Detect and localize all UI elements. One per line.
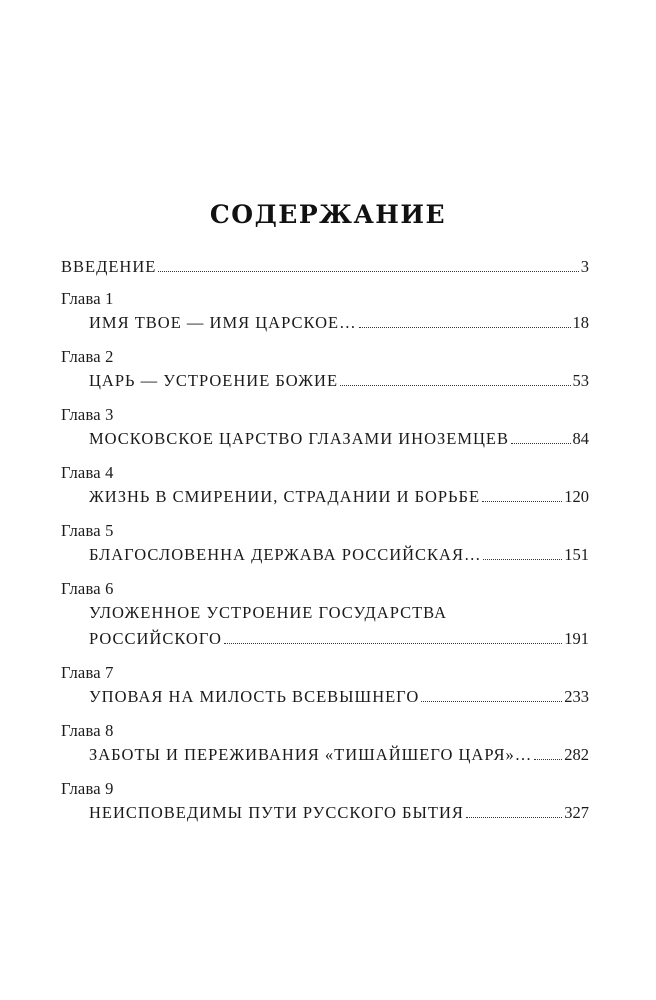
toc-line: [61, 742, 589, 768]
toc-entry-title: ИМЯ ТВОЕ — ИМЯ ЦАРСКОЕ…: [89, 313, 357, 332]
chapter-label: Глава 2: [61, 347, 114, 366]
toc-page-number: 191: [564, 629, 589, 648]
toc-entry-title: НЕИСПОВЕДИМЫ ПУТИ РУССКОГО БЫТИЯ: [89, 803, 464, 822]
toc-line: [61, 542, 589, 568]
toc-line: [61, 256, 589, 278]
toc-entry-chapter-1[interactable]: [61, 287, 589, 336]
page-title: СОДЕРЖАНИЕ: [209, 200, 447, 229]
toc-line: [61, 426, 589, 452]
chapter-label: Глава 9: [61, 779, 114, 798]
dot-leader: [534, 759, 562, 760]
toc-page-number: 53: [572, 371, 589, 390]
toc-entry-title-line-1: УЛОЖЕННОЕ УСТРОЕНИЕ ГОСУДАРСТВА: [89, 603, 448, 622]
chapter-label: Глава 3: [61, 405, 114, 424]
chapter-label: Глава 7: [61, 663, 114, 682]
toc-entry-chapter-9[interactable]: [61, 777, 589, 826]
toc-page-number: 282: [564, 745, 589, 764]
toc-line: [61, 368, 589, 394]
toc-entry-title: МОСКОВСКОЕ ЦАРСТВО ГЛАЗАМИ ИНОЗЕМЦЕВ: [89, 429, 510, 448]
toc-entry-title: УПОВАЯ НА МИЛОСТЬ ВСЕВЫШНЕГО: [89, 687, 420, 706]
toc-entry-chapter-5[interactable]: [61, 519, 589, 568]
toc-entry-chapter-2[interactable]: [61, 345, 589, 394]
toc-line: [61, 484, 589, 510]
toc-line: [61, 684, 589, 710]
chapter-label: Глава 4: [61, 463, 114, 482]
dot-leader: [421, 701, 562, 702]
dot-leader: [359, 327, 571, 328]
dot-leader: [340, 385, 570, 386]
toc-entry-chapter-3[interactable]: [61, 403, 589, 452]
toc-entry-title-line-2: РОССИЙСКОГО: [89, 629, 222, 648]
toc-entry-title: БЛАГОСЛОВЕННА ДЕРЖАВА РОССИЙСКАЯ…: [89, 545, 482, 564]
dot-leader: [224, 643, 562, 644]
chapter-label: Глава 6: [61, 579, 114, 598]
chapter-label: Глава 1: [61, 289, 114, 308]
toc-page-number: 233: [564, 687, 589, 706]
chapter-label: Глава 8: [61, 721, 114, 740]
toc-page-number: 3: [580, 257, 589, 276]
toc-line: [61, 626, 589, 652]
toc-page-number: 18: [572, 313, 589, 332]
toc-entry-intro[interactable]: [61, 256, 589, 278]
table-of-contents: [61, 256, 589, 826]
dot-leader: [483, 559, 562, 560]
toc-entry-chapter-8[interactable]: [61, 719, 589, 768]
toc-line: [61, 800, 589, 826]
dot-leader: [466, 817, 562, 818]
dot-leader: [482, 501, 562, 502]
chapter-label: Глава 5: [61, 521, 114, 540]
dot-leader: [511, 443, 570, 444]
toc-page-number: 120: [564, 487, 589, 506]
toc-entry-chapter-7[interactable]: [61, 661, 589, 710]
toc-entry-title: ЖИЗНЬ В СМИРЕНИИ, СТРАДАНИИ И БОРЬБЕ: [89, 487, 481, 506]
toc-line: [61, 310, 589, 336]
toc-entry-title: ЗАБОТЫ И ПЕРЕЖИВАНИЯ «ТИШАЙШЕГО ЦАРЯ»…: [89, 745, 533, 764]
toc-page-number: 151: [564, 545, 589, 564]
toc-entry-title: ЦАРЬ — УСТРОЕНИЕ БОЖИЕ: [89, 371, 339, 390]
dot-leader: [158, 271, 578, 272]
toc-entry-chapter-4[interactable]: [61, 461, 589, 510]
toc-entry-title: ВВЕДЕНИЕ: [61, 257, 157, 276]
toc-page-number: 84: [572, 429, 589, 448]
toc-page-number: 327: [564, 803, 589, 822]
toc-entry-chapter-6[interactable]: [61, 577, 589, 652]
